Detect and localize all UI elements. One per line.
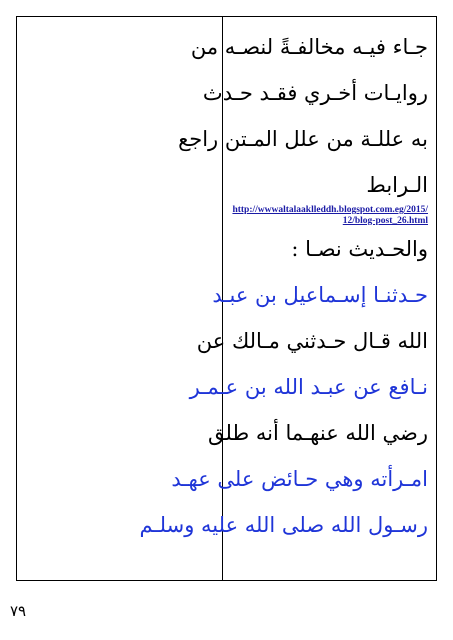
text-line-3: به عللـة من علل المـتن راجع [178,127,428,151]
text-line-5: والحـديث نصـا : [291,237,428,261]
text-line-2: روايـات أخـري فقـد حـدث [202,81,428,105]
text-line-6: حـدثنـا إسـماعيل بن عبـد [212,283,428,307]
text-line-11: رسـول الله صلى الله عليه وسلـم [139,513,428,537]
text-line-4: الـرابط [366,173,428,197]
text-line-1: جـاء فيـه مخالفـةً لنصـه من [190,35,428,59]
text-line-9: رضي الله عنهـما أنه طلق [208,421,428,445]
source-link[interactable]: http://wwwaltalaaklleddh.blogspot.com.eg/2015/12/blog-post_26.html [232,205,428,226]
text-line-8: نـافع عن عبـد الله بن عـمـر [189,375,428,399]
text-line-10: امـرأته وهي حـائض على عهـد [171,467,428,491]
content-table [16,16,437,581]
hadith-text-cell [139,17,436,580]
text-line-7: الله قـال حـدثني مـالك عن [196,329,428,353]
page-number: ٧٩ [10,602,27,620]
